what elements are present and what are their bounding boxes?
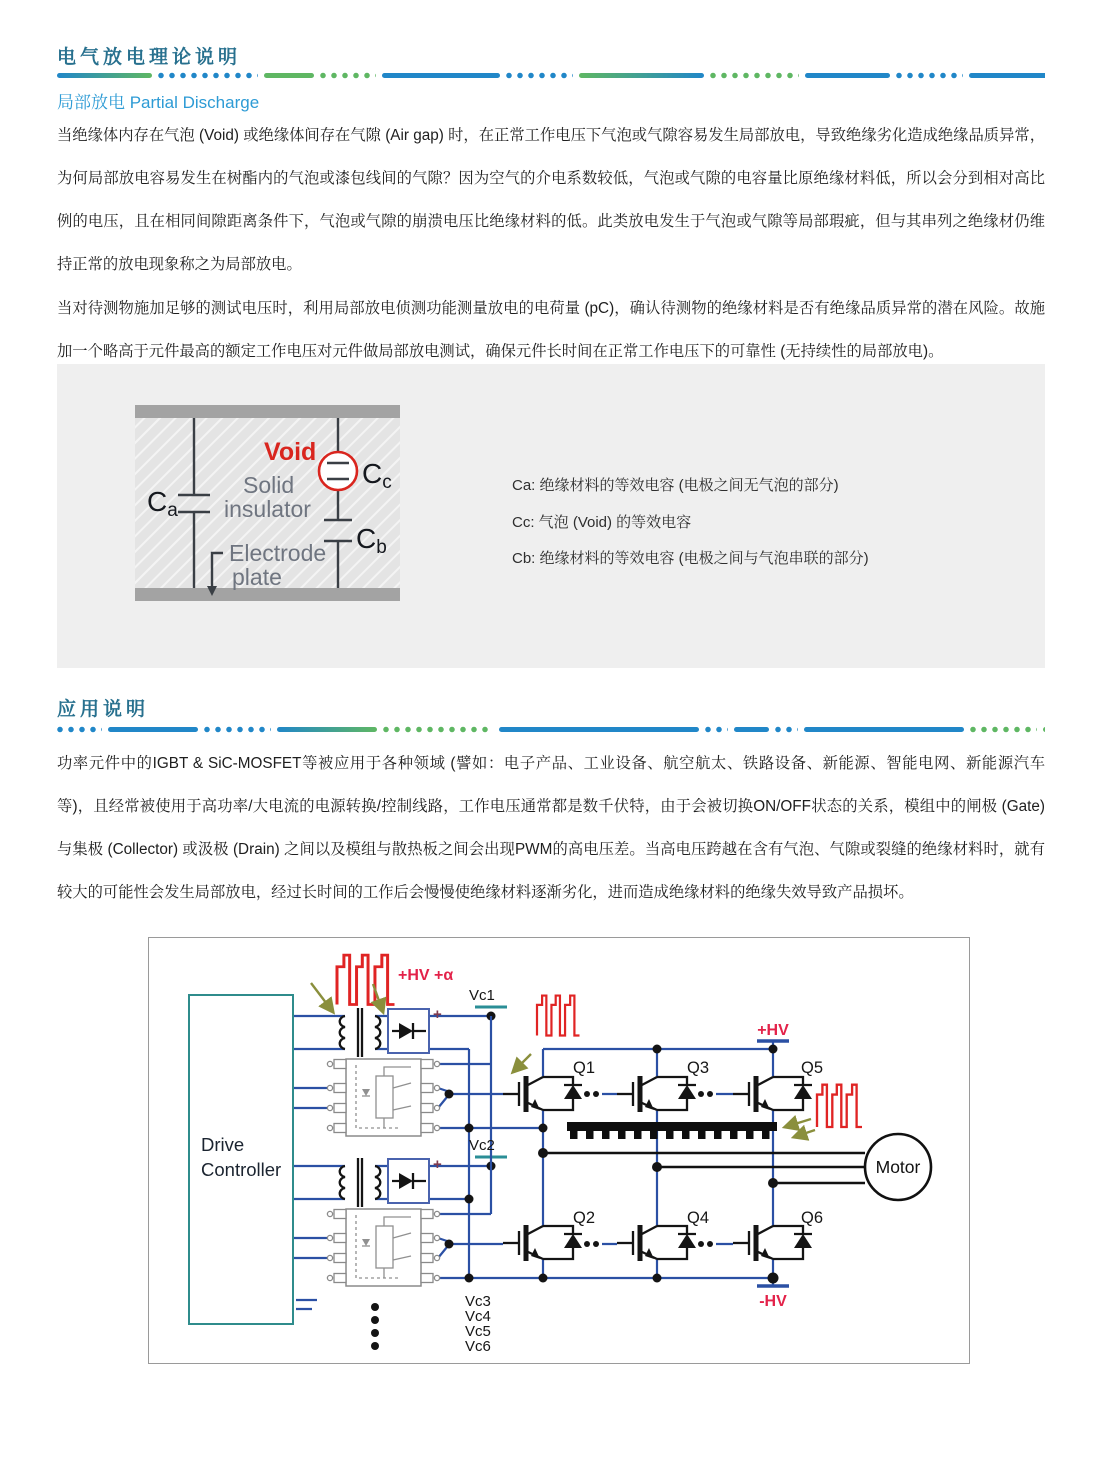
q4-label: Q4 bbox=[687, 1209, 710, 1227]
hv-alpha-label: +HV +α bbox=[398, 967, 454, 984]
pwm-waveform-3 bbox=[817, 1085, 862, 1127]
section-subtitle-partial-discharge: 局部放电 Partial Discharge bbox=[57, 93, 260, 112]
void-circle bbox=[319, 452, 357, 490]
vc3-label: Vc3 bbox=[465, 1293, 491, 1310]
q6-label: Q6 bbox=[801, 1209, 824, 1227]
igbt-q3 bbox=[617, 1049, 696, 1129]
legend-line-ca: Ca: 绝缘材料的等效电容 (电极之间无气泡的部分) bbox=[512, 477, 839, 494]
plus-hv-label: +HV bbox=[757, 1022, 789, 1039]
solid-insulator-label-1: Solid bbox=[243, 472, 295, 498]
motor-phase-lines bbox=[543, 1153, 865, 1183]
igbt-q4 bbox=[617, 1198, 696, 1278]
vc4-label: Vc4 bbox=[465, 1308, 491, 1325]
igbt-q2 bbox=[503, 1198, 582, 1278]
arrow-icon bbox=[785, 1119, 811, 1127]
inverter-circuit-diagram bbox=[149, 938, 971, 1365]
paragraph-theory-2: 当对待测物施加足够的测试电压时，利用局部放电侦测功能测量放电的电荷量 (pC)，确认待测物的绝缘材料是否有绝缘品质异常的潜在风险。故施加一个略高于元件最高的额定工作电压对元件做局部放电测试，确保元件长时间在正常工作电压下的可靠性 (无持续性的局部放电)。 bbox=[57, 300, 1045, 360]
q2-label: Q2 bbox=[573, 1209, 596, 1227]
decorative-separator bbox=[57, 726, 1045, 733]
electrode-plate-label-1: Electrode bbox=[229, 540, 327, 566]
rectifier-plus-2: + bbox=[433, 1156, 442, 1173]
drive-controller-label-1: Drive bbox=[201, 1134, 245, 1155]
solid-insulator-label-2: insulator bbox=[224, 496, 311, 522]
motor-label: Motor bbox=[875, 1157, 921, 1177]
electrode-plate-top bbox=[135, 405, 400, 418]
igbt-q1 bbox=[503, 1049, 582, 1129]
paragraph-application: 功率元件中的IGBT & SiC-MOSFET等被应用于各种领域 (譬如：电子产品、工业设备、航空航太、铁路设备、新能源、智能电网、新能源汽车等)，且经常被使用于高功率/大电流的电源转换/控制线路，工作电压通常都是数千伏特，由于会被切换ON/OFF状态的关系，模组中的闸极 (Gate) 与集极 (Collector) 或汲极 (Drain) 之间以及模组与散热板之间会出现PWM的高电压差。当高电压跨越在含有气泡、气隙或裂缝的绝缘材料时，就有较大的可能性会发生局部放电，经过长时间的工作后会慢慢使绝缘材料逐渐劣化，进而造成绝缘材料的绝缘失效导致产品损坏。 bbox=[57, 755, 1045, 901]
legend-line-cc: Cc: 气泡 (Void) 的等效电容 bbox=[512, 513, 692, 531]
cb-label: Cb bbox=[356, 523, 387, 558]
vc2-label: Vc2 bbox=[469, 1137, 495, 1154]
legend-line-cb: Cb: 绝缘材料的等效电容 (电极之间与气泡串联的部分) bbox=[512, 550, 869, 567]
figure-legend bbox=[512, 468, 869, 578]
drive-controller-label-2: Controller bbox=[201, 1159, 282, 1180]
arrow-icon bbox=[794, 1130, 815, 1137]
q1-label: Q1 bbox=[573, 1059, 596, 1077]
vc1-label: Vc1 bbox=[469, 987, 495, 1004]
gate-driver-unit-1 bbox=[293, 1007, 507, 1136]
minus-hv-label: -HV bbox=[759, 1293, 787, 1310]
pwm-waveform-2 bbox=[537, 996, 580, 1036]
gate-driver-unit-2 bbox=[293, 1157, 507, 1286]
decorative-separator bbox=[57, 72, 1045, 79]
cc-label: Cc bbox=[362, 458, 392, 493]
vc5-label: Vc5 bbox=[465, 1323, 491, 1340]
electrode-plate-label-2: plate bbox=[232, 564, 282, 590]
q5-label: Q5 bbox=[801, 1059, 824, 1077]
vc6-label: Vc6 bbox=[465, 1338, 491, 1355]
section-title-application: 应用说明 bbox=[57, 699, 150, 720]
page-title: 电气放电理论说明 bbox=[57, 47, 242, 68]
ca-label: Ca bbox=[147, 486, 178, 521]
arrow-icon bbox=[513, 1054, 531, 1072]
inverter-circuit-figure bbox=[148, 937, 970, 1364]
void-label: Void bbox=[264, 438, 317, 466]
arrow-icon bbox=[311, 983, 333, 1012]
pwm-waveform-1 bbox=[337, 955, 395, 1004]
heatsink bbox=[567, 1122, 777, 1139]
paragraph-theory-1: 当绝缘体内存在气泡 (Void) 或绝缘体间存在气隙 (Air gap) 时，在正常工作电压下气泡或气隙容易发生局部放电，导致绝缘劣化造成绝缘品质异常，为何局部放电容易发生在树酯内的气泡或漆包线间的气隙？因为空气的介电系数较低，气泡或气隙的电容量比原绝缘材料低，所以会分到相对高比例的电压，且在相同间隙距离条件下，气泡或气隙的崩溃电压比绝缘材料的低。此类放电发生于气泡或气隙等局部瑕疵，但与其串列之绝缘材仍维持正常的放电现象称之为局部放电。 bbox=[57, 127, 1045, 273]
void-capacitance-figure bbox=[57, 364, 1045, 668]
q3-label: Q3 bbox=[687, 1059, 710, 1077]
rectifier-plus-1: + bbox=[433, 1006, 442, 1023]
